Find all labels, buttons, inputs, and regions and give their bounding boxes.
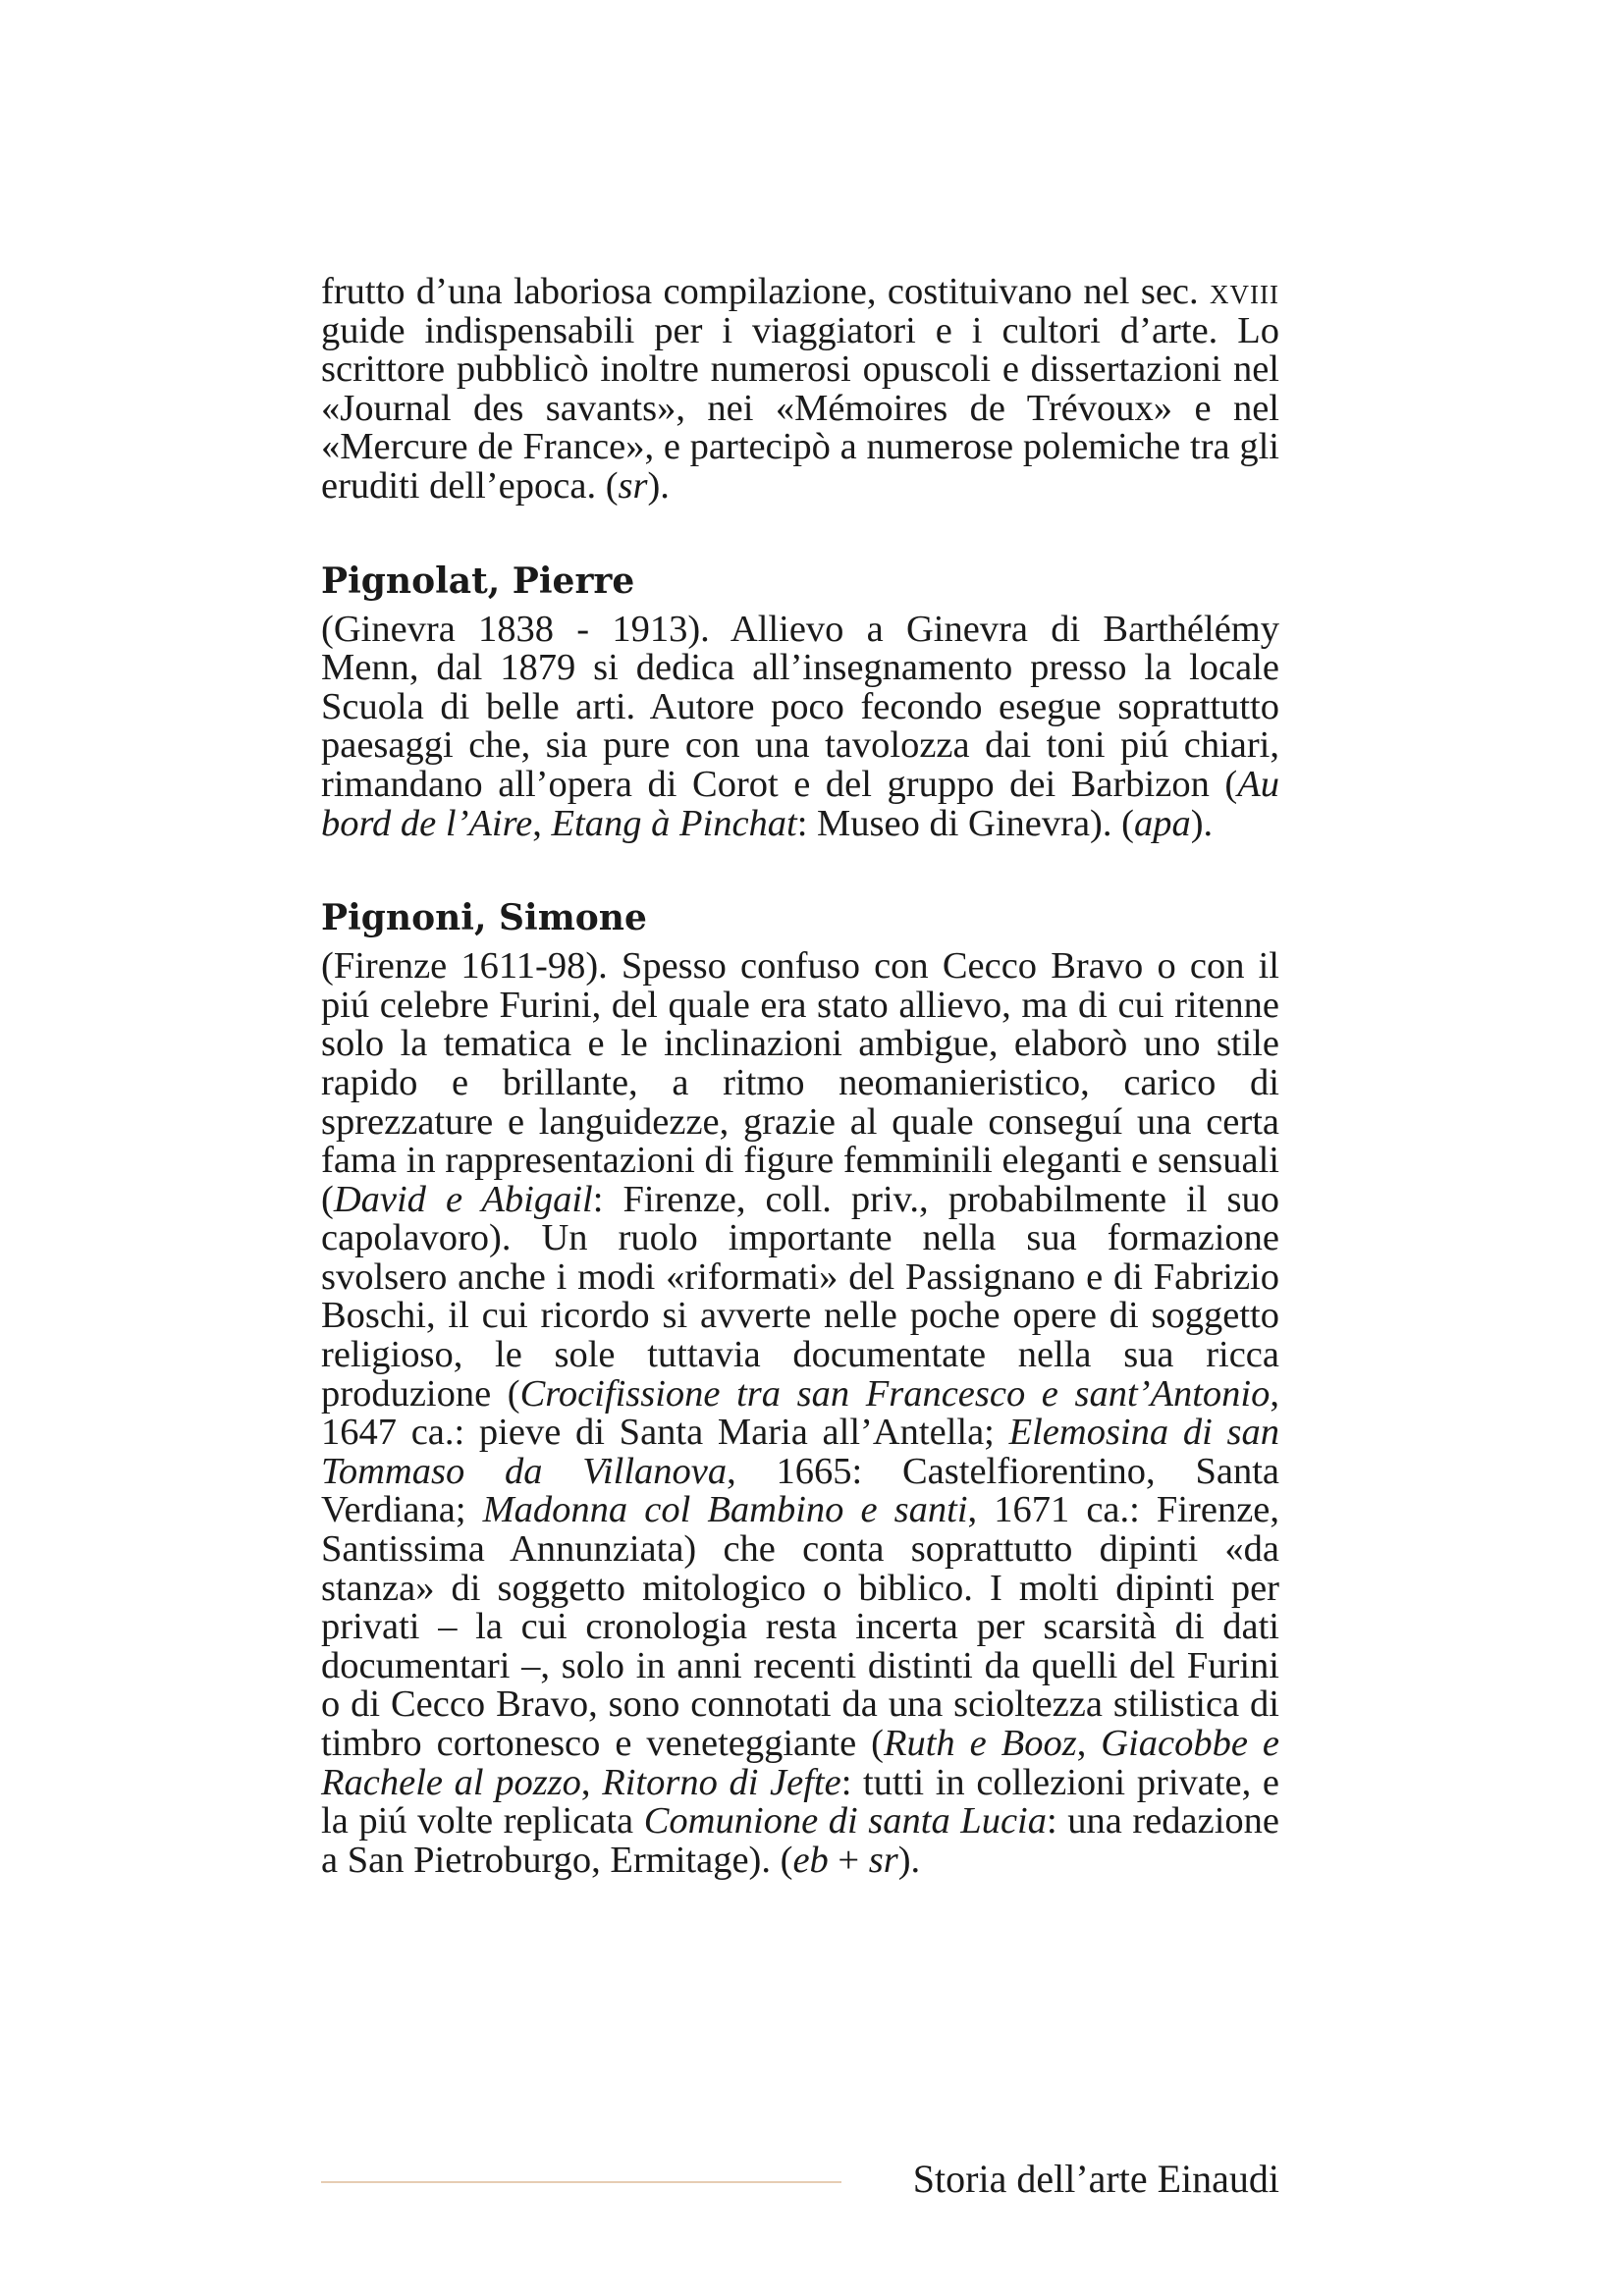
- italic-text: Etang à Pinchat: [551, 802, 797, 844]
- entry-body: [321, 947, 1279, 1880]
- italic-text: Ritorno di Jefte: [602, 1761, 841, 1803]
- page-body: [321, 273, 1279, 1880]
- text-run: guide indispensabili per i viaggiatori e i cultori d’arte. Lo scrittore pubblicò inoltre numerosi opuscoli e dissertazioni nel «Journal des savants», nei «Mémoires de Trévoux» e nel «Mercure de France», e partecipò a numerose polemiche tra gli eruditi dell’epoca. (: [321, 309, 1279, 507]
- text-run: ).: [1190, 802, 1214, 844]
- entry-title: Pignoni, Simone: [321, 897, 647, 939]
- text-run: ).: [897, 1839, 921, 1881]
- intro-paragraph: [321, 273, 1279, 507]
- text-run: , 1671 ca.: Firenze, Santissima Annunziata) che conta soprattutto dipinti «da stanza» di soggetto mitologico o biblico. I molti dipinti per privati – la cui cronologia resta incerta per scarsità di dati documentari –, solo in anni recenti distinti da quelli del Furini o di Cecco Bravo, sono connotati da una scioltezza stilistica di timbro cortonesco e veneteggiante (: [321, 1489, 1279, 1764]
- italic-text: Madonna col Bambino e santi: [482, 1489, 968, 1531]
- text-run: frutto d’una laboriosa compilazione, costituivano nel sec.: [321, 271, 1211, 312]
- text-run: : tutti in collezioni private, e la piú volte replicata: [321, 1761, 1279, 1842]
- text-run: ,: [1076, 1723, 1102, 1764]
- italic-text: sr: [618, 464, 648, 507]
- text-run: ,: [580, 1761, 603, 1803]
- text-run: , 1647 ca.: pieve di Santa Maria all’Antella;: [321, 1372, 1279, 1454]
- text-run: ,: [532, 802, 552, 844]
- italic-text: eb: [792, 1839, 829, 1881]
- italic-text: Elemosina di san Tommaso da Villanova: [321, 1412, 1279, 1492]
- entry-pignolat: [321, 560, 1279, 844]
- small-caps-text: xviii: [1210, 271, 1279, 312]
- entry-title: Pignolat, Pierre: [321, 560, 635, 602]
- text-run: , 1665: Castelfiorentino, Santa Verdiana;: [321, 1450, 1279, 1531]
- text-run: (Ginevra 1838 - 1913). Allievo a Ginevra di Barthélémy Menn, dal 1879 si dedica all’insegnamento presso la locale Scuola di belle arti. Autore poco fecondo esegue soprattutto paesaggi che, sia pure con una tavolozza dai toni piú chiari, rimandano all’opera di Corot e del gruppo dei Barbizon (: [321, 608, 1279, 805]
- italic-text: Giacobbe e Rachele al pozzo: [321, 1723, 1280, 1803]
- text-run: (Firenze 1611-98). Spesso confuso con Cecco Bravo o con il piú celebre Furini, del quale era stato allievo, ma di cui ritenne solo la tematica e le inclinazioni ambigue, elaborò uno stile rapido e brillante, a ritmo neomanieristico, carico di sprezzature e languidezze, grazie al quale conseguí una certa fama in rappresentazioni di figure femminili eleganti e sensuali (: [321, 945, 1279, 1220]
- text-run: : Firenze, coll. priv., probabilmente il suo capolavoro). Un ruolo importante nella sua formazione svolsero anche i modi «riformati» del Passignano e di Fabrizio Boschi, il cui ricordo si avverte nelle poche opere di soggetto religioso, le sole tuttavia documentate nella sua ricca produzione (: [321, 1178, 1279, 1415]
- entry-pignoni: [321, 896, 1279, 1880]
- italic-text: Comunione di santa Lucia: [643, 1800, 1047, 1842]
- italic-text: Ruth e Booz: [883, 1723, 1077, 1764]
- text-run: +: [828, 1839, 869, 1881]
- italic-text: Crocifissione tra san Francesco e sant’Antonio: [519, 1372, 1271, 1415]
- page-footer: [321, 2156, 1279, 2205]
- italic-text: Au bord de l’Aire: [321, 763, 1279, 844]
- text-run: : Museo di Ginevra). (: [796, 802, 1134, 844]
- italic-text: sr: [868, 1839, 898, 1881]
- text-run: : una redazione a San Pietroburgo, Ermitage). (: [321, 1800, 1280, 1881]
- italic-text: David e Abigail: [333, 1178, 593, 1220]
- footer-title: Storia dell’arte Einaudi: [912, 2157, 1279, 2201]
- footer-rule: [321, 2181, 841, 2183]
- italic-text: apa: [1133, 802, 1191, 844]
- entry-body: [321, 608, 1279, 844]
- text-run: ).: [647, 464, 670, 507]
